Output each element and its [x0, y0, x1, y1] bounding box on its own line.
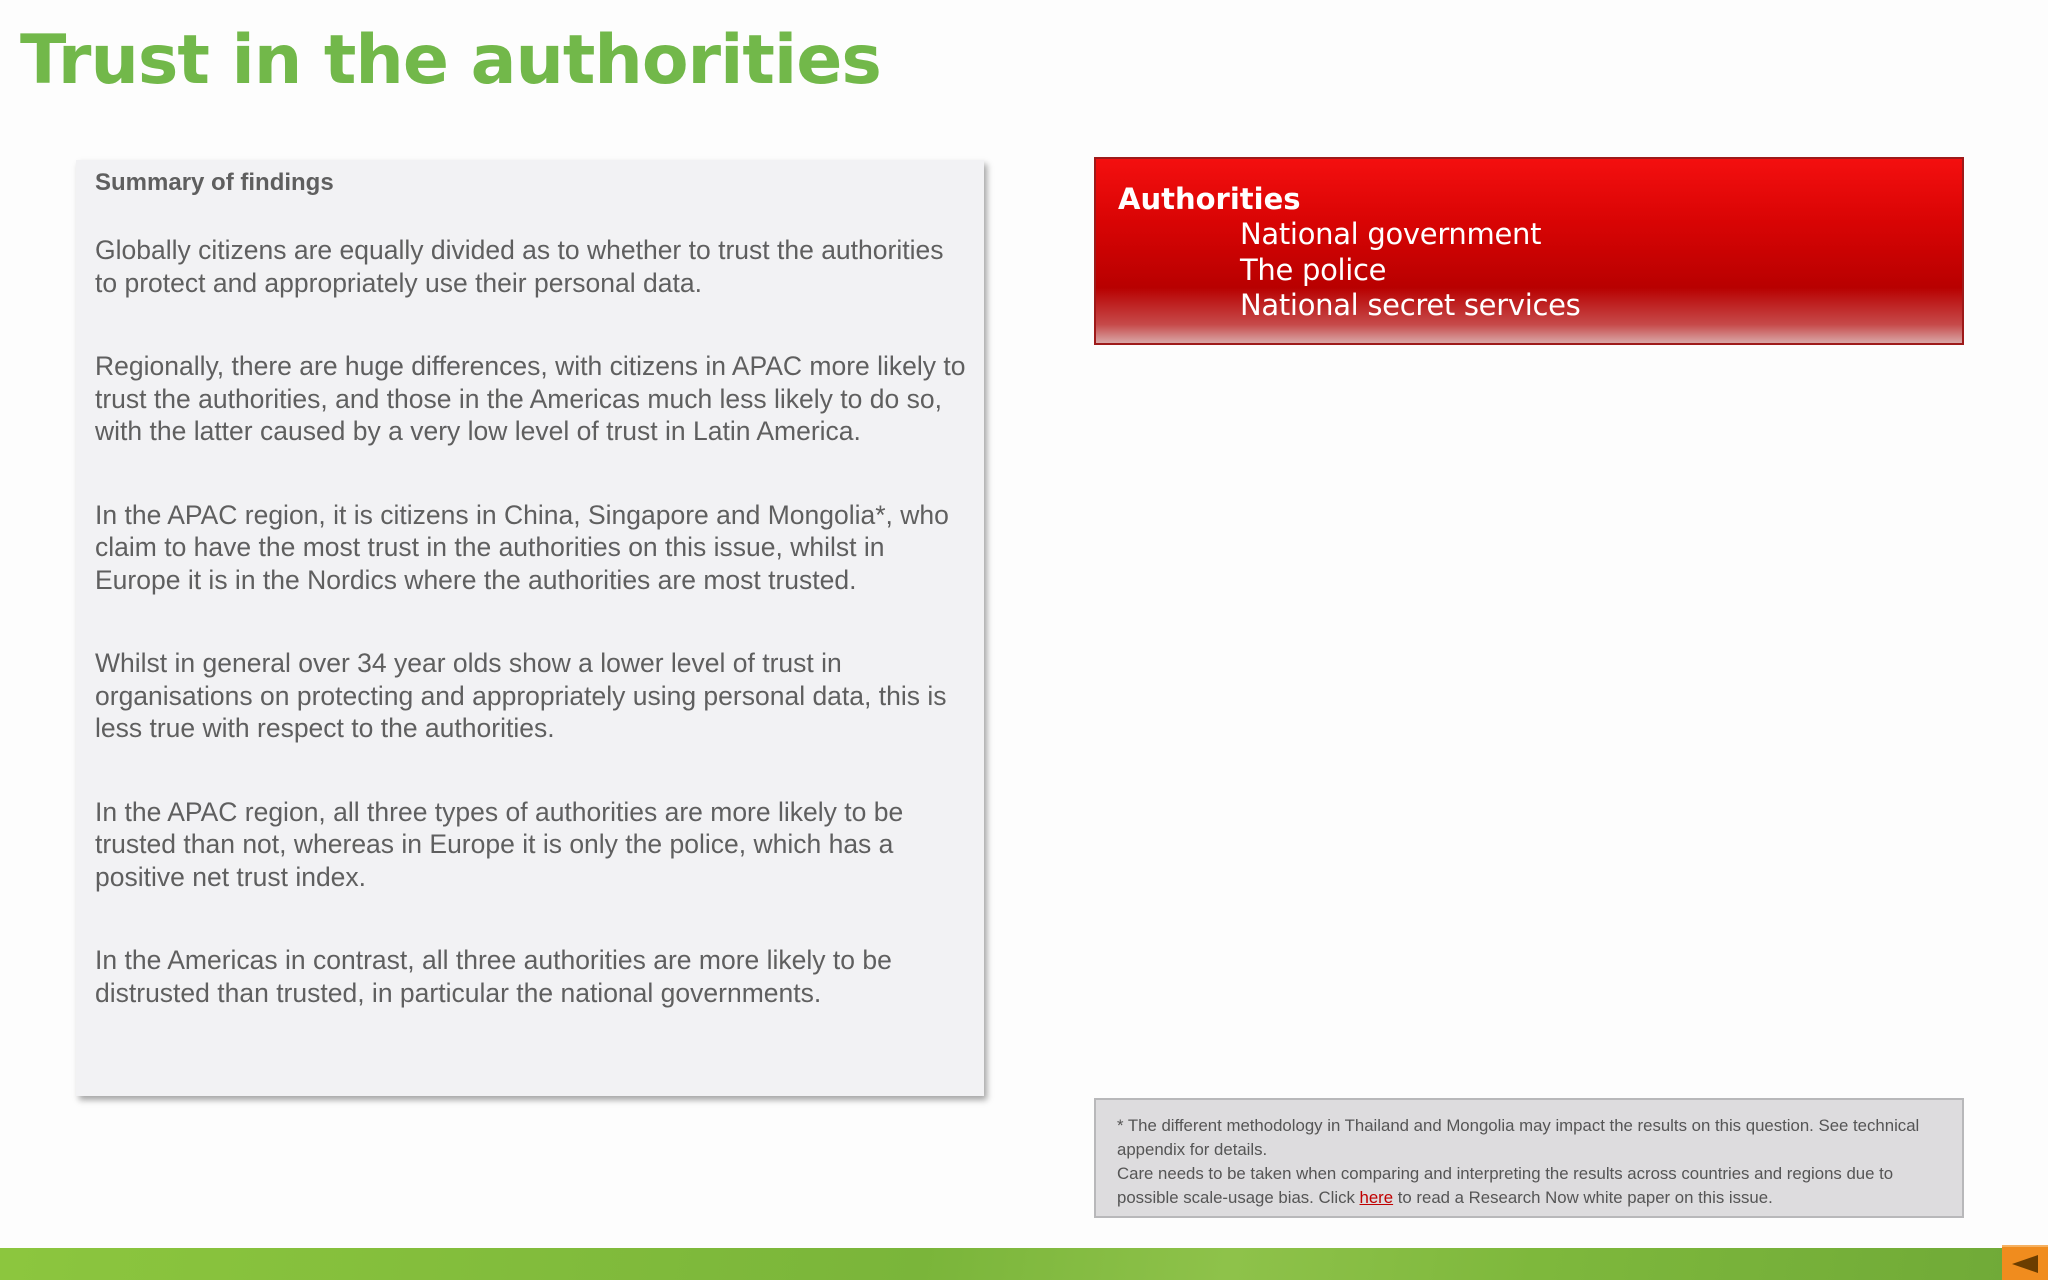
- footer-bar: [0, 1248, 2048, 1280]
- authority-item-secret-services: National secret services: [1240, 288, 1581, 322]
- authority-item-police: The police: [1240, 252, 1387, 287]
- summary-panel: [76, 160, 984, 1096]
- scale-usage-note-text: Care needs to be taken when comparing and interpreting the results across countries and regions due to possible scale-usage bias. Click: [1117, 1164, 1894, 1207]
- scale-usage-note: [1117, 1162, 1942, 1210]
- authorities-title: Authorities: [1118, 182, 1301, 216]
- authorities-box: [1094, 157, 1964, 345]
- summary-paragraph-regional: Regionally, there are huge differences, with citizens in APAC more likely to trust the authorities, and those in the Americas much less likely to do so, with the latter caused by a very low level of trust in Latin America.: [95, 351, 966, 446]
- methodology-note: [1094, 1098, 1964, 1218]
- scale-usage-note-text-end: to read a Research Now white paper on this issue.: [1393, 1188, 1773, 1207]
- summary-paragraph-age: Whilst in general over 34 year olds show a lower level of trust in organisations on protecting and appropriately using personal data, this is less true with respect to the authorities.: [95, 648, 947, 743]
- summary-paragraph-global: Globally citizens are equally divided as to whether to trust the authorities to protect and appropriately use their personal data.: [95, 235, 944, 298]
- white-paper-link[interactable]: here: [1359, 1188, 1394, 1207]
- summary-paragraph-authority-types: In the APAC region, all three types of authorities are more likely to be trusted than not, whereas in Europe it is only the police, which has a positive net trust index.: [95, 796, 904, 892]
- triangle-left-icon: [2010, 1253, 2040, 1275]
- page-title: Trust in the authorities: [20, 21, 881, 100]
- authority-item-national-government: National government: [1240, 217, 1542, 251]
- summary-paragraph-apac-countries: In the APAC region, it is citizens in China, Singapore and Mongolia*, who claim to have the most trust in the authorities on this issue, whilst in Europe it is in the Nordics where the authorities are most trusted.: [95, 499, 949, 595]
- summary-paragraph-americas: In the Americas in contrast, all three authorities are more likely to be distrusted than trusted, in particular the national governments.: [95, 945, 892, 1008]
- summary-heading: Summary of findings: [95, 169, 334, 196]
- back-button[interactable]: [2002, 1245, 2048, 1280]
- authorities-list: [1118, 217, 1962, 324]
- methodology-note-text: * The different methodology in Thailand and Mongolia may impact the results on this question. See technical appendix for details.: [1117, 1116, 1920, 1159]
